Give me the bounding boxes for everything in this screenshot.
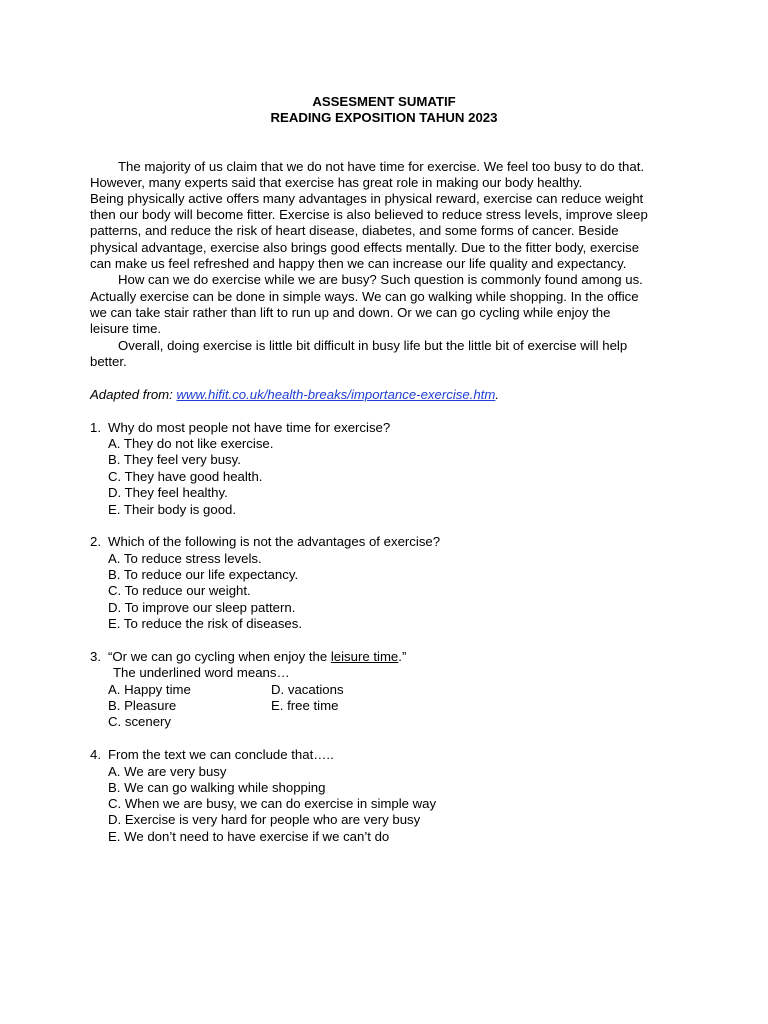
underlined-word: leisure time: [330, 649, 399, 664]
answer-option[interactable]: A. We are very busy: [108, 764, 227, 779]
source-label: Adapted from:: [90, 387, 177, 402]
passage-line: However, many experts said that exercise has great role in making our body healthy.: [90, 175, 583, 190]
answer-option[interactable]: E. We don’t need to have exercise if we can’t do: [108, 829, 390, 844]
answer-option[interactable]: E. Their body is good.: [108, 502, 237, 517]
answer-option[interactable]: B. We can go walking while shopping: [108, 780, 326, 795]
answer-option[interactable]: C. They have good health.: [108, 469, 263, 484]
answer-option[interactable]: E. free time: [271, 698, 339, 713]
source-citation: [90, 387, 499, 403]
passage-line: Being physically active offers many advantages in physical reward, exercise can reduce weight: [90, 191, 644, 206]
document-title: ASSESMENT SUMATIF: [312, 94, 456, 109]
answer-option[interactable]: D. Exercise is very hard for people who are very busy: [108, 812, 421, 827]
passage-line: we can take stair rather than lift to run up and down. Or we can go cycling while enjoy the: [90, 305, 611, 320]
source-trailing: .: [495, 387, 499, 402]
question-text-end: .”: [398, 649, 407, 664]
answer-option[interactable]: C. When we are busy, we can do exercise in simple way: [108, 796, 437, 811]
question-text: “Or we can go cycling when enjoy the: [108, 649, 331, 664]
question-2: [90, 534, 440, 550]
passage-line: can make us feel refreshed and happy then we can increase our life quality and expectancy.: [90, 256, 627, 271]
question-text: From the text we can conclude that…..: [108, 747, 334, 762]
answer-option[interactable]: A. Happy time: [108, 682, 191, 697]
answer-option[interactable]: D. vacations: [271, 682, 344, 697]
answer-option[interactable]: A. To reduce stress levels.: [108, 551, 262, 566]
passage-line: How can we do exercise while we are busy? Such question is commonly found among us.: [118, 272, 643, 287]
source-link[interactable]: www.hifit.co.uk/health-breaks/importance-exercise.htm: [176, 387, 496, 402]
question-4: [90, 747, 334, 763]
passage-line: patterns, and reduce the risk of heart disease, diabetes, and some forms of cancer. Beside: [90, 223, 619, 238]
answer-option[interactable]: E. To reduce the risk of diseases.: [108, 616, 303, 631]
passage-line: Actually exercise can be done in simple ways. We can go walking while shopping. In the office: [90, 289, 639, 304]
question-3: [90, 649, 406, 665]
passage-line: better.: [90, 354, 127, 369]
answer-option[interactable]: A. They do not like exercise.: [108, 436, 274, 451]
question-number: 1.: [90, 420, 101, 435]
answer-option[interactable]: B. Pleasure: [108, 698, 177, 713]
passage-line: Overall, doing exercise is little bit difficult in busy life but the little bit of exercise will help: [118, 338, 628, 353]
question-number: 3.: [90, 649, 101, 664]
answer-option[interactable]: C. To reduce our weight.: [108, 583, 251, 598]
question-number: 4.: [90, 747, 101, 762]
answer-option[interactable]: B. They feel very busy.: [108, 452, 241, 467]
answer-option[interactable]: D. They feel healthy.: [108, 485, 228, 500]
question-1: [90, 420, 390, 436]
question-subtext: The underlined word means…: [113, 665, 290, 680]
answer-option[interactable]: C. scenery: [108, 714, 172, 729]
question-text: Why do most people not have time for exercise?: [108, 420, 391, 435]
passage-line: leisure time.: [90, 321, 162, 336]
passage-line: physical advantage, exercise also brings good effects mentally. Due to the fitter body, exercise: [90, 240, 640, 255]
question-number: 2.: [90, 534, 101, 549]
passage-line: The majority of us claim that we do not have time for exercise. We feel too busy to do that.: [118, 159, 645, 174]
answer-option[interactable]: D. To improve our sleep pattern.: [108, 600, 296, 615]
question-text: Which of the following is not the advantages of exercise?: [108, 534, 441, 549]
document-subtitle: READING EXPOSITION TAHUN 2023: [270, 110, 498, 125]
passage-line: then our body will become fitter. Exercise is also believed to reduce stress levels, improve sleep: [90, 207, 648, 222]
answer-option[interactable]: B. To reduce our life expectancy.: [108, 567, 299, 582]
